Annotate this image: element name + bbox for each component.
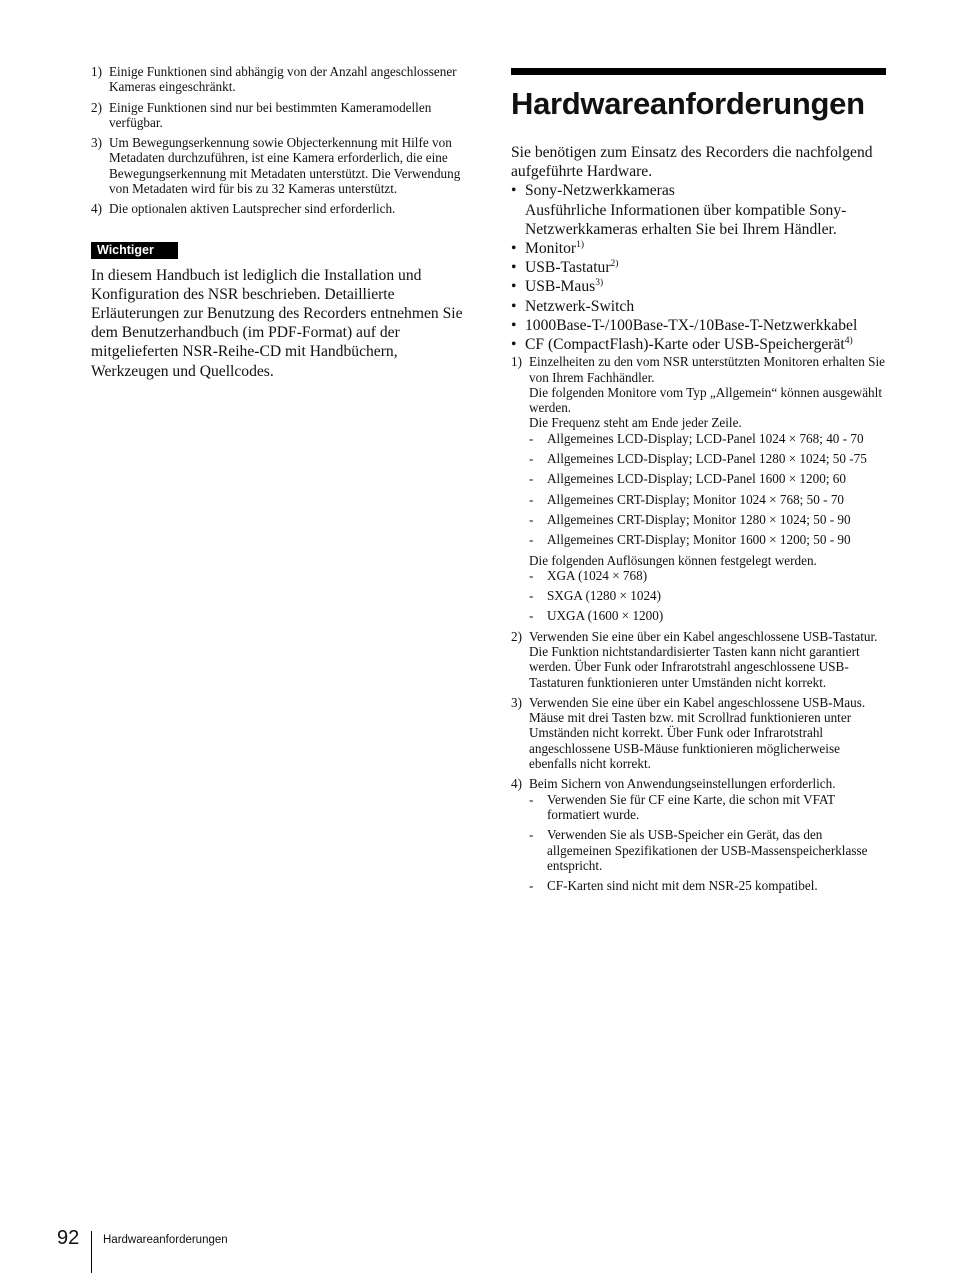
footnote-text: Einige Funktionen sind nur bei bestimmten Kameramodellen verfügbar. (109, 99, 432, 130)
requirement-text: Monitor (525, 240, 577, 258)
sub-item (529, 878, 889, 893)
bullet-icon: • (511, 240, 517, 258)
footnote-item (511, 776, 889, 893)
sub-list (529, 568, 889, 624)
requirements-list (511, 181, 889, 354)
footnote-item (91, 135, 469, 196)
section-intro: Sie benötigen zum Einsatz des Recorders die nachfolgend aufgeführte Hardware. (511, 144, 873, 181)
footnote-text: Einige Funktionen sind abhängig von der Anzahl angeschlossener Kameras eingeschränkt. (109, 64, 457, 95)
sub-item-text: Verwenden Sie als USB-Speicher ein Gerät, das den allgemeinen Spezifikationen der USB-Massenspeicherklasse entspricht. (547, 827, 868, 873)
sub-item-text: Allgemeines LCD-Display; LCD-Panel 1600 × 1200; 60 (547, 471, 846, 487)
requirement-text: CF (CompactFlash)-Karte oder USB-Speichergerät (525, 336, 845, 354)
requirement-item (511, 297, 889, 316)
footnote-item (511, 695, 889, 771)
dash-icon: - (529, 608, 534, 624)
footnote-number: 3) (511, 694, 522, 710)
page-number: 92 (57, 1227, 80, 1249)
sub-item (529, 471, 889, 486)
right-column (511, 68, 889, 898)
footnote-text: Die Frequenz steht am Ende jeder Zeile. (529, 415, 742, 431)
dash-icon: - (529, 878, 534, 894)
footnote-item (91, 64, 469, 95)
dash-icon: - (529, 491, 534, 507)
footnote-list (91, 64, 469, 217)
dash-icon: - (529, 567, 534, 583)
footnote-reference: 2) (610, 259, 619, 270)
sub-item-text: Verwenden Sie für CF eine Karte, die schon mit VFAT formatiert wurde. (547, 791, 835, 822)
important-badge: Wichtiger (91, 242, 178, 259)
footnote-text: Die folgenden Monitore vom Typ „Allgemein“ können ausgewählt werden. (529, 384, 882, 416)
dash-icon: - (529, 430, 534, 446)
footnote-number: 1) (511, 354, 522, 370)
footnote-text: Die folgenden Auflösungen können festgelegt werden. (529, 552, 817, 568)
requirement-item (511, 277, 889, 296)
sub-list (529, 431, 889, 548)
sub-item-text: CF-Karten sind nicht mit dem NSR-25 kompatibel. (547, 878, 818, 894)
footnote-text: Einzelheiten zu den vom NSR unterstützten Monitoren erhalten Sie von Ihrem Fachhändler. (529, 354, 885, 385)
sub-item (529, 568, 889, 583)
footnote-number: 3) (91, 135, 102, 151)
requirements-footnotes (511, 354, 889, 893)
sub-item-text: UXGA (1600 × 1200) (547, 608, 664, 624)
bullet-icon: • (511, 316, 517, 334)
dash-icon: - (529, 588, 534, 604)
section-title: Hardwareanforderungen (511, 86, 865, 121)
sub-item (529, 451, 889, 466)
footnote-item (91, 201, 469, 216)
footnote-reference: 3) (595, 278, 604, 289)
requirement-text: USB-Maus (525, 278, 596, 296)
requirement-text: Sony-Netzwerkkameras (525, 182, 675, 200)
sub-item (529, 532, 889, 547)
sub-item-text: Allgemeines CRT-Display; Monitor 1280 × 1024; 50 - 90 (547, 511, 851, 527)
footnote-number: 4) (511, 776, 522, 792)
requirement-text: Netzwerk-Switch (525, 297, 635, 315)
sub-item (529, 512, 889, 527)
important-text: In diesem Handbuch ist lediglich die Installation und Konfiguration des NSR beschrieben. Detaillierte Erläuterungen zur Benutzung des Recorders entnehmen Sie dem Benutzerhandbuch (im PDF-Format) auf der mitgelieferten NSR-Reihe-CD mit Handbüchern, Werkzeugen und Quellcodes. (91, 266, 463, 380)
requirement-item (511, 258, 889, 277)
bullet-icon: • (511, 336, 517, 354)
bullet-icon: • (511, 259, 517, 277)
heading-rule (511, 68, 886, 75)
sub-item (529, 492, 889, 507)
requirement-detail: Ausführliche Informationen über kompatible Sony-Netzwerkkameras erhalten Sie bei Ihrem Händler. (525, 201, 847, 238)
sub-list (529, 792, 889, 894)
dash-icon: - (529, 511, 534, 527)
footnote-item (511, 354, 889, 623)
sub-item (529, 431, 889, 446)
requirement-item (511, 335, 889, 354)
bullet-icon: • (511, 278, 517, 296)
requirement-item (511, 316, 889, 335)
requirement-item (511, 181, 889, 239)
bullet-icon: • (511, 297, 517, 315)
footnote-text: Verwenden Sie eine über ein Kabel angeschlossene USB-Tastatur. Die Funktion nichtstandardisierter Tasten kann nicht garantiert werden. Über Funk oder Infrarotstrahl angeschlossene USB-Tastaturen funktionieren unter Umständen nicht korrekt. (529, 628, 878, 690)
sub-item (529, 608, 889, 623)
footnote-text: Um Bewegungserkennung sowie Objecterkennung mit Hilfe von Metadaten durchzuführen, ist eine Kamera erforderlich, die eine Bewegungserkennung mit Metadaten unterstützt. Die Verwendung von Metadaten wird für bis zu 32 Kameras unterstützt. (109, 135, 461, 197)
footnote-text: Die optionalen aktiven Lautsprecher sind erforderlich. (109, 201, 396, 217)
footnote-number: 4) (91, 201, 102, 217)
footnote-reference: 4) (844, 336, 853, 347)
footnote-text: Verwenden Sie eine über ein Kabel angeschlossene USB-Maus. Mäuse mit drei Tasten bzw. mit Scrollrad funktionieren unter Umständen nicht korrekt. Über Funk oder Infrarotstrahl angeschlossene USB-Mäuse funktionieren möglicherweise ebenfalls nicht korrekt. (529, 694, 866, 772)
sub-item (529, 827, 889, 873)
sub-item-text: XGA (1024 × 768) (547, 567, 648, 583)
requirement-item (511, 239, 889, 258)
dash-icon: - (529, 791, 534, 807)
footnote-item (511, 629, 889, 690)
requirement-text: 1000Base-T-/100Base-TX-/10Base-T-Netzwerkkabel (525, 316, 858, 334)
footnote-item (91, 100, 469, 131)
dash-icon: - (529, 471, 534, 487)
footnote-reference: 1) (576, 240, 585, 251)
left-column (91, 64, 469, 381)
footnote-text: Beim Sichern von Anwendungseinstellungen erforderlich. (529, 776, 836, 792)
sub-item-text: Allgemeines LCD-Display; LCD-Panel 1280 × 1024; 50 -75 (547, 451, 867, 467)
sub-item-text: Allgemeines LCD-Display; LCD-Panel 1024 × 768; 40 - 70 (547, 430, 864, 446)
footer-divider (91, 1231, 92, 1273)
sub-item-text: Allgemeines CRT-Display; Monitor 1024 × 768; 50 - 70 (547, 491, 845, 507)
dash-icon: - (529, 451, 534, 467)
footnote-number: 2) (91, 99, 102, 115)
dash-icon: - (529, 827, 534, 843)
footer-section-name: Hardwareanforderungen (103, 1234, 228, 1246)
sub-item (529, 792, 889, 823)
dash-icon: - (529, 532, 534, 548)
sub-item-text: SXGA (1280 × 1024) (547, 588, 662, 604)
footnote-number: 1) (91, 64, 102, 79)
sub-item (529, 588, 889, 603)
footnote-number: 2) (511, 628, 522, 644)
requirement-text: USB-Tastatur (525, 259, 611, 277)
sub-item-text: Allgemeines CRT-Display; Monitor 1600 × 1200; 50 - 90 (547, 532, 851, 548)
bullet-icon: • (511, 182, 517, 200)
